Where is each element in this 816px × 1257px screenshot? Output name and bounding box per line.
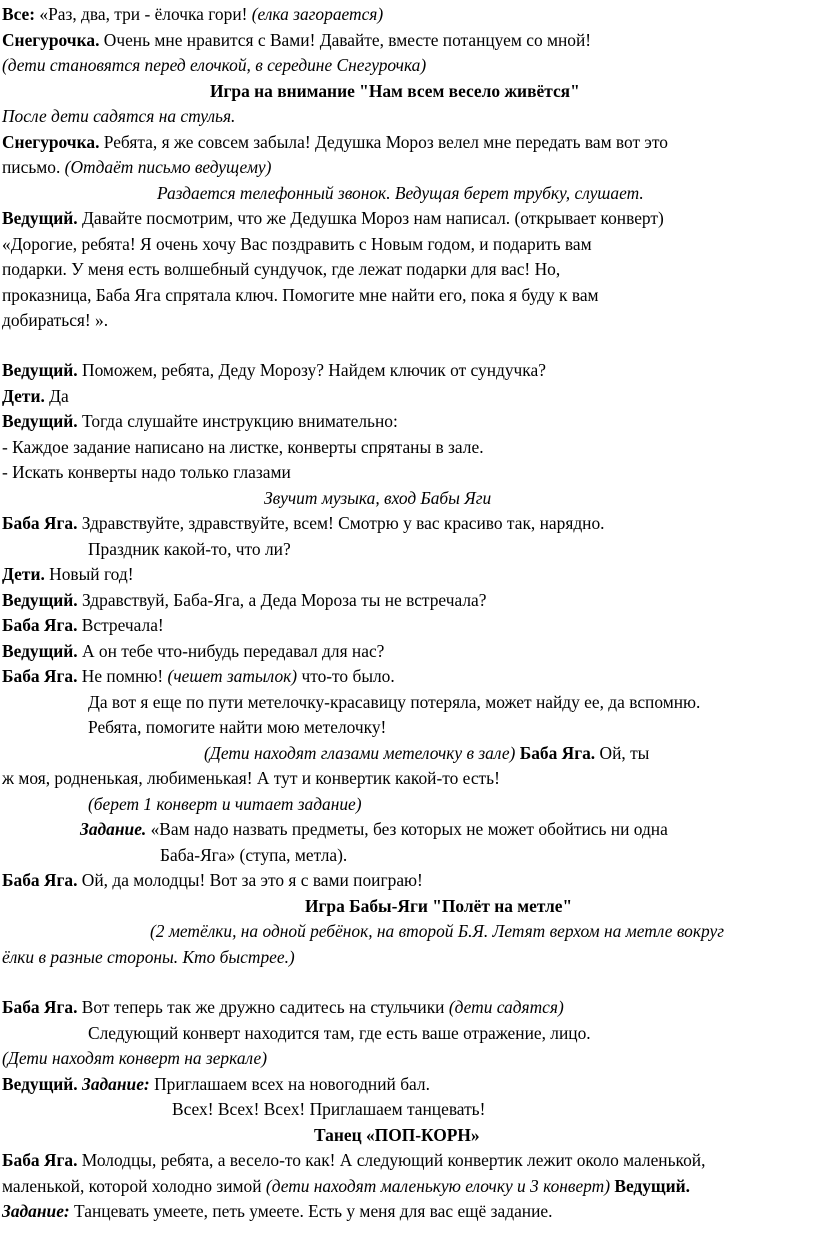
stage-direction: (2 метёлки, на одной ребёнок, на второй Б.Я. Летят верхом на метле вокруг [150,921,724,941]
script-line: Ведущий. Задание: Приглашаем всех на новогодний бал. [2,1074,430,1094]
script-line: Баба Яга. Ой, да молодцы! Вот за это я с вами поиграю! [2,870,423,890]
letter-text: добираться! ». [2,310,109,330]
stage-direction: Звучит музыка, вход Бабы Яги [264,488,492,508]
stage-direction: (берет 1 конверт и читает задание) [88,794,362,814]
script-line: Ведущий. Тогда слушайте инструкцию внимательно: [2,411,398,431]
script-line: Ребята, помогите найти мою метелочку! [88,717,387,737]
stage-direction: ёлки в разные стороны. Кто быстрее.) [2,947,295,967]
task-line: Задание. «Вам надо назвать предметы, без которых не может обойтись ни одна [80,819,668,839]
script-line: Все: «Раз, два, три - ёлочка гори! (елка загорается) [2,4,384,24]
dance-heading: Танец «ПОП-КОРН» [314,1125,480,1145]
script-line: Ведущий. А он тебе что-нибудь передавал для нас? [2,641,385,661]
letter-text: «Дорогие, ребята! Я очень хочу Вас поздравить с Новым годом, и подарить вам [2,234,592,254]
script-line: Следующий конверт находится там, где есть ваше отражение, лицо. [88,1023,591,1043]
script-line: Ведущий. Поможем, ребята, Деду Морозу? Найдем ключик от сундучка? [2,360,546,380]
script-line: письмо. (Отдаёт письмо ведущему) [2,157,272,177]
task-line: Баба-Яга» (ступа, метла). [160,845,348,865]
script-line: Баба Яга. Вот теперь так же дружно садитесь на стульчики (дети садятся) [2,997,564,1017]
stage-direction: После дети садятся на стулья. [2,106,236,126]
letter-text: проказница, Баба Яга спрятала ключ. Помогите мне найти его, пока я буду к вам [2,285,599,305]
script-line: Дети. Новый год! [2,564,134,584]
instruction-item: - Каждое задание написано на листке, конверты спрятаны в зале. [2,437,484,457]
stage-direction: (Дети находят конверт на зеркале) [2,1048,268,1068]
script-line: Праздник какой-то, что ли? [88,539,291,559]
script-line: Баба Яга. Молодцы, ребята, а весело-то как! А следующий конвертик лежит около маленькой, [2,1150,706,1170]
instruction-item: - Искать конверты надо только глазами [2,462,291,482]
script-line: Ведущий. Давайте посмотрим, что же Дедушка Мороз нам написал. (открывает конверт) [2,208,664,228]
stage-direction: Раздается телефонный звонок. Ведущая берет трубку, слушает. [157,183,644,203]
script-line: Баба Яга. Встречала! [2,615,164,635]
game-heading: Игра на внимание "Нам всем весело живётся" [210,81,580,101]
script-line: Всех! Всех! Всех! Приглашаем танцевать! [172,1099,486,1119]
script-line: Ведущий. Здравствуй, Баба-Яга, а Деда Мороза ты не встречала? [2,590,487,610]
script-line: Баба Яга. Здравствуйте, здравствуйте, всем! Смотрю у вас красиво так, нарядно. [2,513,605,533]
script-line: Снегурочка. Очень мне нравится с Вами! Давайте, вместе потанцуем со мной! [2,30,592,50]
game-heading: Игра Бабы-Яги "Полёт на метле" [305,896,573,916]
stage-direction: (дети становятся перед елочкой, в середине Снегурочка) [2,55,427,75]
script-line: Баба Яга. Не помню! (чешет затылок) что-то было. [2,666,395,686]
script-line: Дети. Да [2,386,69,406]
script-line: Да вот я еще по пути метелочку-красавицу потеряла, может найду ее, да вспомню. [88,692,701,712]
script-line: Снегурочка. Ребята, я же совсем забыла! Дедушка Мороз велел мне передать вам вот это [2,132,668,152]
script-line: (Дети находят глазами метелочку в зале) Баба Яга. Ой, ты [204,743,650,763]
letter-text: подарки. У меня есть волшебный сундучок, где лежат подарки для вас! Но, [2,259,561,279]
script-line: маленькой, которой холодно зимой (дети находят маленькую елочку и 3 конверт) Ведущий. [2,1176,690,1196]
script-line: Задание: Танцевать умеете, петь умеете. Есть у меня для вас ещё задание. [2,1201,553,1221]
script-line: ж моя, родненькая, любименькая! А тут и конвертик какой-то есть! [2,768,500,788]
